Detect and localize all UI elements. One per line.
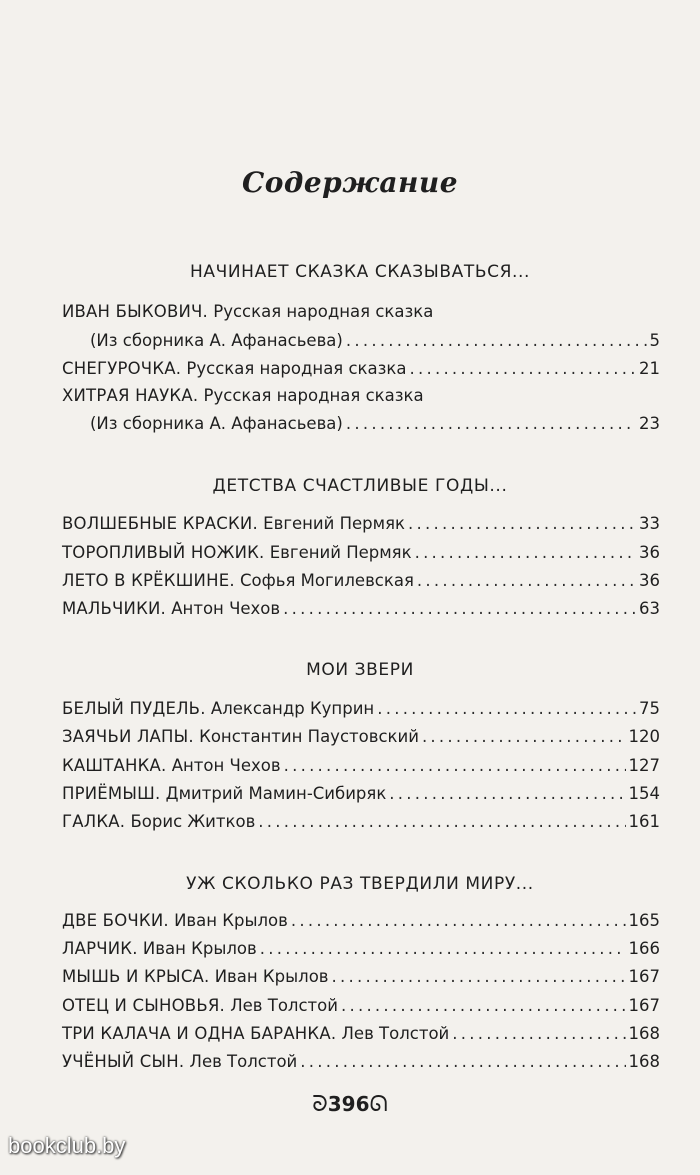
toc-entry bbox=[90, 414, 660, 433]
leader-dots bbox=[408, 514, 636, 533]
leader-dots bbox=[452, 1024, 625, 1043]
story-title: МАЛЬЧИКИ. bbox=[62, 599, 167, 618]
page-number: 21 bbox=[639, 359, 660, 378]
leader-dots bbox=[346, 331, 647, 350]
story-title: ГАЛКА. bbox=[62, 812, 126, 831]
section-heading: МОИ ЗВЕРИ bbox=[306, 660, 414, 680]
page-number: 36 bbox=[639, 571, 660, 590]
story-title: ТОРОПЛИВЫЙ НОЖИК. bbox=[62, 543, 265, 562]
toc-entry bbox=[62, 784, 660, 803]
story-author: Борис Житков bbox=[130, 812, 256, 831]
page-number: 5 bbox=[649, 331, 660, 350]
story-author: Иван Крылов bbox=[214, 967, 329, 986]
page-title: Содержание bbox=[241, 166, 459, 199]
leader-dots bbox=[422, 727, 626, 746]
story-author: Софья Могилевская bbox=[240, 571, 414, 590]
story-title: УЧЁНЫЙ СЫН. bbox=[62, 1052, 185, 1071]
page-number: 167 bbox=[628, 996, 660, 1015]
story-title: ОТЕЦ И СЫНОВЬЯ. bbox=[62, 996, 225, 1015]
toc-entry bbox=[62, 514, 660, 533]
toc-entry bbox=[62, 812, 660, 831]
section-heading: НАЧИНАЕТ СКАЗКА СКАЗЫВАТЬСЯ... bbox=[190, 262, 530, 282]
leader-dots bbox=[300, 1052, 625, 1071]
ornament-right-icon: ᘏ bbox=[369, 1092, 388, 1117]
page-number: 127 bbox=[628, 756, 660, 775]
story-title: ЗАЯЧЬИ ЛАПЫ. bbox=[62, 727, 194, 746]
story-author: Дмитрий Мамин-Сибиряк bbox=[165, 784, 387, 803]
page-number: 168 bbox=[628, 1024, 660, 1043]
leader-dots bbox=[377, 699, 636, 718]
toc-entry bbox=[62, 699, 660, 718]
page-number: 120 bbox=[628, 727, 660, 746]
story-author: Русская народная сказка bbox=[213, 302, 434, 321]
toc-entry bbox=[62, 386, 660, 405]
toc-entry bbox=[62, 756, 660, 775]
toc-entry bbox=[62, 359, 660, 378]
page-number: 167 bbox=[628, 967, 660, 986]
toc-entry bbox=[62, 939, 660, 958]
leader-dots bbox=[258, 812, 625, 831]
leader-dots bbox=[417, 571, 636, 590]
leader-dots bbox=[409, 359, 636, 378]
page-number: 23 bbox=[639, 414, 660, 433]
story-title: ЛЕТО В КРЁКШИНЕ. bbox=[62, 571, 235, 590]
story-author: Евгений Пермяк bbox=[269, 543, 412, 562]
leader-dots bbox=[283, 599, 636, 618]
story-author: Лев Толстой bbox=[189, 1052, 298, 1071]
story-title: БЕЛЫЙ ПУДЕЛЬ. bbox=[62, 699, 206, 718]
story-title: ТРИ КАЛАЧА И ОДНА БАРАНКА. bbox=[62, 1024, 337, 1043]
page-number: 75 bbox=[639, 699, 660, 718]
toc-entry bbox=[62, 302, 660, 321]
leader-dots bbox=[284, 756, 626, 775]
leader-dots bbox=[332, 967, 626, 986]
leader-dots bbox=[415, 543, 636, 562]
story-title: ПРИЁМЫШ. bbox=[62, 784, 161, 803]
toc-entry bbox=[62, 571, 660, 590]
story-author: Антон Чехов bbox=[171, 756, 281, 775]
leader-dots bbox=[346, 414, 636, 433]
story-author: Константин Паустовский bbox=[199, 727, 419, 746]
story-author: Евгений Пермяк bbox=[263, 514, 405, 533]
watermark: bookclub.by bbox=[8, 1133, 126, 1158]
page-number: 154 bbox=[628, 784, 660, 803]
ornament-left-icon: ᘐ bbox=[312, 1092, 328, 1117]
leader-dots bbox=[341, 996, 626, 1015]
toc-entry bbox=[62, 1052, 660, 1071]
page-number: 168 bbox=[628, 1052, 660, 1071]
section-heading: УЖ СКОЛЬКО РАЗ ТВЕРДИЛИ МИРУ... bbox=[186, 874, 534, 894]
story-title: СНЕГУРОЧКА. bbox=[62, 359, 182, 378]
story-author: Александр Куприн bbox=[210, 699, 375, 718]
story-author: Лев Толстой bbox=[341, 1024, 450, 1043]
story-author: Лев Толстой bbox=[230, 996, 338, 1015]
story-author: Иван Крылов bbox=[174, 911, 288, 930]
story-source: (Из сборника А. Афанасьева) bbox=[90, 331, 343, 350]
page-number: 63 bbox=[639, 599, 660, 618]
leader-dots bbox=[389, 784, 625, 803]
story-source: (Из сборника А. Афанасьева) bbox=[90, 414, 343, 433]
footer-page-number bbox=[0, 1092, 700, 1117]
toc-entry bbox=[62, 996, 660, 1015]
story-title: КАШТАНКА. bbox=[62, 756, 167, 775]
story-title: ВОЛШЕБНЫЕ КРАСКИ. bbox=[62, 514, 258, 533]
page-number: 33 bbox=[639, 514, 660, 533]
toc-entry bbox=[62, 967, 660, 986]
story-title: ДВЕ БОЧКИ. bbox=[62, 911, 169, 930]
leader-dots bbox=[260, 939, 626, 958]
story-title: МЫШЬ И КРЫСА. bbox=[62, 967, 210, 986]
toc-entry bbox=[62, 727, 660, 746]
toc-entry bbox=[90, 331, 660, 350]
page-number: 166 bbox=[628, 939, 660, 958]
story-title: ИВАН БЫКОВИЧ. bbox=[62, 302, 209, 321]
story-title: ЛАРЧИК. bbox=[62, 939, 138, 958]
section-heading: ДЕТСТВА СЧАСТЛИВЫЕ ГОДЫ... bbox=[212, 476, 508, 496]
leader-dots bbox=[291, 911, 626, 930]
toc-entry bbox=[62, 911, 660, 930]
story-author: Иван Крылов bbox=[142, 939, 257, 958]
page-number: 165 bbox=[628, 911, 660, 930]
page-number: 161 bbox=[628, 812, 660, 831]
story-author: Русская народная сказка bbox=[186, 359, 407, 378]
toc-entry bbox=[62, 543, 660, 562]
toc-entry bbox=[62, 1024, 660, 1043]
page-number: 36 bbox=[639, 543, 660, 562]
toc-entry bbox=[62, 599, 660, 618]
story-author: Русская народная сказка bbox=[203, 386, 424, 405]
story-title: ХИТРАЯ НАУКА. bbox=[62, 386, 199, 405]
story-author: Антон Чехов bbox=[171, 599, 281, 618]
page-number-text: 396 bbox=[327, 1092, 370, 1116]
